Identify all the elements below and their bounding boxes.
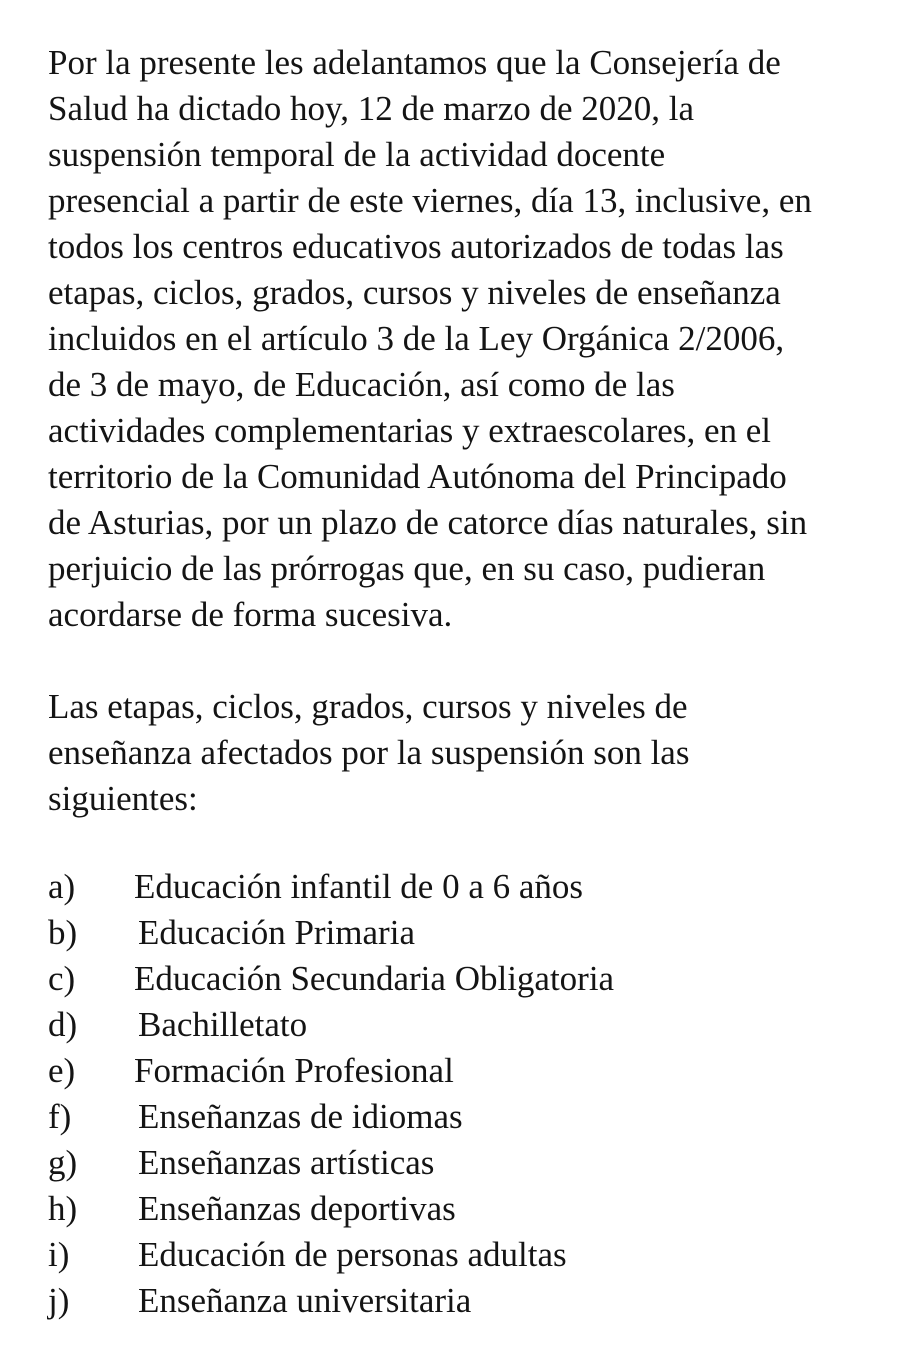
list-item-text: Educación de personas adultas <box>138 1235 567 1274</box>
text-line: Salud ha dictado hoy, 12 de marzo de 2020, la <box>48 89 695 128</box>
list-item <box>48 1140 614 1186</box>
list-item-text: Educación Secundaria Obligatoria <box>134 959 615 998</box>
list-marker: e) <box>48 1051 76 1090</box>
paragraph-suspension-notice <box>48 40 878 638</box>
text-line: presencial a partir de este viernes, día 13, inclusive, en <box>48 181 812 220</box>
list-item <box>48 1094 614 1140</box>
list-item <box>48 910 614 956</box>
list-item <box>48 1232 614 1278</box>
list-marker: i) <box>48 1235 70 1274</box>
text-line: suspensión temporal de la actividad docente <box>48 135 666 174</box>
text-line: todos los centros educativos autorizados de todas las <box>48 227 784 266</box>
list-item-text: Formación Profesional <box>134 1051 454 1090</box>
text-line: etapas, ciclos, grados, cursos y niveles de enseñanza <box>48 273 781 312</box>
list-marker: h) <box>48 1189 78 1228</box>
text-line: Las etapas, ciclos, grados, cursos y niveles de <box>48 687 688 726</box>
paragraph-affected-levels-intro <box>48 684 878 822</box>
text-line: de Asturias, por un plazo de catorce días naturales, sin <box>48 503 808 542</box>
text-line: siguientes: <box>48 779 198 818</box>
list-item <box>48 1002 614 1048</box>
text-line: incluidos en el artículo 3 de la Ley Orgánica 2/2006, <box>48 319 785 358</box>
list-item <box>48 1186 614 1232</box>
text-line: actividades complementarias y extraescolares, en el <box>48 411 772 450</box>
list-item-text: Enseñanzas artísticas <box>138 1143 435 1182</box>
list-item-text: Educación Primaria <box>138 913 415 952</box>
text-line: territorio de la Comunidad Autónoma del Principado <box>48 457 787 496</box>
list-marker: j) <box>48 1281 70 1320</box>
list-item-text: Enseñanza universitaria <box>138 1281 472 1320</box>
list-item-text: Bachilletato <box>138 1005 308 1044</box>
text-line: de 3 de mayo, de Educación, así como de las <box>48 365 675 404</box>
list-item-text: Educación infantil de 0 a 6 años <box>134 867 584 906</box>
list-item-text: Enseñanzas de idiomas <box>138 1097 463 1136</box>
list-item <box>48 956 614 1002</box>
text-line: perjuicio de las prórrogas que, en su caso, pudieran <box>48 549 766 588</box>
list-item <box>48 1048 614 1094</box>
list-marker: a) <box>48 867 76 906</box>
list-marker: c) <box>48 959 76 998</box>
list-marker: f) <box>48 1097 72 1136</box>
list-marker: d) <box>48 1005 78 1044</box>
list-item <box>48 864 614 910</box>
list-item-text: Enseñanzas deportivas <box>138 1189 456 1228</box>
list-marker: b) <box>48 913 78 952</box>
text-line: enseñanza afectados por la suspensión son las <box>48 733 690 772</box>
text-line: Por la presente les adelantamos que la Consejería de <box>48 43 781 82</box>
affected-levels-list <box>48 864 614 1324</box>
text-line: acordarse de forma sucesiva. <box>48 595 453 634</box>
list-marker: g) <box>48 1143 78 1182</box>
list-item <box>48 1278 614 1324</box>
